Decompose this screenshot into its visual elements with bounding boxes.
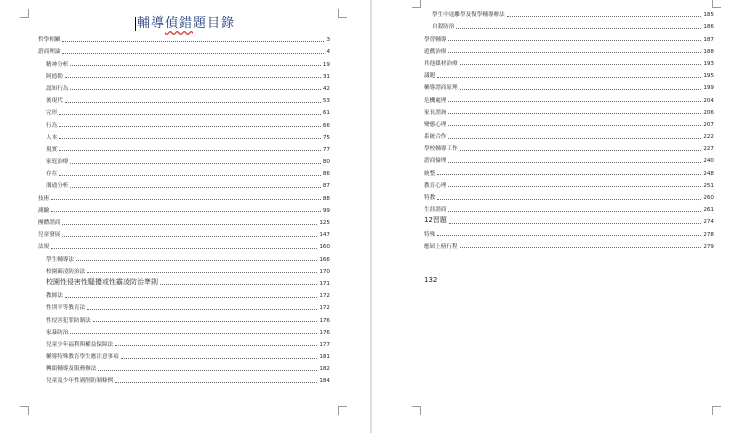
dot-leader <box>59 150 321 151</box>
toc-entry-label: 教育心理 <box>424 182 447 189</box>
toc-entry[interactable] <box>424 67 714 79</box>
toc-entry-label: 特教 <box>424 195 436 201</box>
dot-leader <box>62 53 324 54</box>
dot-leader <box>70 187 320 188</box>
dot-leader <box>62 236 317 237</box>
toc-entry[interactable] <box>38 336 330 348</box>
toc-entry[interactable] <box>424 140 714 152</box>
toc-entry[interactable] <box>38 250 330 262</box>
toc-entry-label: 學生輔導法 <box>46 256 74 263</box>
toc-entry-page: 177 <box>319 341 330 348</box>
dot-leader <box>65 77 321 78</box>
toc-entry-page: 187 <box>703 36 714 43</box>
toc-entry-label: 性別平等教育法 <box>46 305 86 312</box>
toc-entry-label: 精神分析 <box>46 61 69 68</box>
toc-entry-page: 66 <box>322 122 330 129</box>
toc-entry-page: 186 <box>703 24 714 31</box>
dot-leader <box>448 52 701 53</box>
toc-title[interactable] <box>0 12 370 31</box>
toc-entry-label: 存在 <box>46 171 58 178</box>
toc-entry-label: 諮商理論 <box>38 49 61 56</box>
spelling-flagged-word[interactable]: 偵錯 <box>164 16 193 31</box>
toc-entry-page: 42 <box>322 85 330 92</box>
toc-entry-label: 教師法 <box>46 293 63 300</box>
toc-entry-label: 輔導特殊教育學生應注意事項 <box>46 354 119 361</box>
toc-entry[interactable] <box>424 91 714 103</box>
crop-mark <box>412 0 421 8</box>
toc-entry[interactable] <box>424 116 714 128</box>
toc-entry-page: 204 <box>703 97 714 104</box>
toc-entry-page: 88 <box>322 195 330 202</box>
dot-leader <box>51 248 317 249</box>
toc-entry-page: 176 <box>319 329 330 336</box>
toc-entry-label: 技術 <box>38 195 50 202</box>
toc-entry-label: 應屆上榜行程 <box>424 243 458 250</box>
dot-leader <box>460 150 702 151</box>
toc-entry[interactable] <box>424 55 714 67</box>
toc-entry-page: 75 <box>322 134 330 141</box>
dot-leader <box>59 175 321 176</box>
dot-leader <box>460 89 702 90</box>
toc-entry[interactable] <box>424 225 714 237</box>
dot-leader <box>59 114 321 115</box>
toc-entry-page: 248 <box>703 170 714 177</box>
toc-entry[interactable] <box>38 238 330 250</box>
toc-entry-page: 77 <box>322 146 330 153</box>
toc-entry[interactable] <box>38 214 330 226</box>
toc-entry[interactable] <box>424 177 714 189</box>
toc-entry-page: 170 <box>319 268 330 275</box>
toc-entry-label: 行為 <box>46 122 58 129</box>
dot-leader <box>121 358 318 359</box>
dot-leader <box>160 284 317 285</box>
dot-leader <box>456 28 701 29</box>
toc-entry-page: 185 <box>703 12 714 19</box>
toc-entry-page: 19 <box>322 61 330 68</box>
dot-leader <box>70 65 320 66</box>
toc-entry-label: 危機處理 <box>424 97 447 104</box>
toc-entry-label: 生涯諮商 <box>424 207 447 214</box>
toc-entry[interactable] <box>38 360 330 372</box>
toc-entry-label: 現實 <box>46 146 58 153</box>
toc-entry-label: 學習輔導 <box>424 36 447 43</box>
toc-entry[interactable] <box>38 177 330 189</box>
toc-entry-label: 溝通分析 <box>46 183 69 190</box>
toc-entry[interactable] <box>424 189 714 201</box>
toc-entry[interactable] <box>424 43 714 55</box>
toc-entry-page: 261 <box>703 207 714 214</box>
toc-entry[interactable] <box>38 43 330 55</box>
toc-entry[interactable] <box>38 80 330 92</box>
crop-mark <box>412 406 421 415</box>
crop-mark <box>20 406 29 415</box>
toc-entry[interactable] <box>38 116 330 128</box>
toc-list-left <box>38 31 330 384</box>
toc-entry-label: 統整 <box>424 170 436 177</box>
toc-list-right <box>424 6 714 250</box>
toc-entry-page: 99 <box>322 207 330 214</box>
toc-entry[interactable] <box>424 6 714 18</box>
dot-leader <box>70 89 320 90</box>
toc-entry[interactable] <box>38 226 330 238</box>
toc-entry-label: 諮商倫理 <box>424 158 447 165</box>
toc-entry-label: 學生中途離學及復學輔導辦法 <box>432 12 505 19</box>
toc-entry[interactable] <box>424 164 714 176</box>
toc-entry-label: 兒童發展 <box>38 232 61 239</box>
toc-entry-label: 學校輔導工作 <box>424 146 458 153</box>
dot-leader <box>437 174 701 175</box>
toc-entry-page: 31 <box>322 73 330 80</box>
toc-entry-page: 166 <box>319 256 330 263</box>
toc-entry-label: 後現代 <box>46 98 63 105</box>
dot-leader <box>59 138 321 139</box>
toc-entry-page: 181 <box>319 354 330 361</box>
toc-entry[interactable] <box>424 104 714 116</box>
crop-mark <box>712 406 721 415</box>
dot-leader <box>437 77 701 78</box>
toc-entry[interactable] <box>38 189 330 201</box>
dot-leader <box>448 211 701 212</box>
toc-entry-label: 家庭治療 <box>46 159 69 166</box>
dot-leader <box>62 224 317 225</box>
dot-leader <box>87 309 317 310</box>
dot-leader <box>507 16 702 17</box>
dot-leader <box>51 211 321 212</box>
toc-entry-page: 195 <box>703 73 714 80</box>
toc-entry-page: 87 <box>322 183 330 190</box>
toc-entry[interactable] <box>424 238 714 250</box>
dot-leader <box>51 199 321 200</box>
toc-entry-page: 206 <box>703 109 714 116</box>
dot-leader <box>448 186 701 187</box>
dot-leader <box>70 163 320 164</box>
toc-entry-page: 53 <box>322 98 330 105</box>
toc-entry-label: 遊戲治療 <box>424 48 447 55</box>
toc-entry[interactable] <box>38 165 330 177</box>
toc-entry-page: 240 <box>703 158 714 165</box>
toc-entry-label: 議題 <box>424 73 436 80</box>
dot-leader <box>87 272 317 273</box>
toc-entry-page: 207 <box>703 121 714 128</box>
toc-entry-page: 125 <box>319 220 330 226</box>
toc-title-prefix: 輔導 <box>136 16 165 31</box>
toc-entry[interactable] <box>38 263 330 275</box>
toc-entry-page: 86 <box>322 171 330 178</box>
crop-mark <box>338 406 347 415</box>
toc-entry-label: 阿德勒 <box>46 73 63 80</box>
dot-leader <box>448 40 701 41</box>
dot-leader <box>62 41 324 42</box>
toc-entry-page: 172 <box>319 305 330 312</box>
toc-entry[interactable] <box>38 287 330 299</box>
dot-leader <box>449 223 701 224</box>
toc-entry[interactable] <box>38 68 330 80</box>
toc-entry-label: 系統合作 <box>424 134 447 141</box>
toc-entry-label: 兒童及少年性剝削防制條例 <box>46 378 114 385</box>
dot-leader <box>76 260 317 261</box>
toc-entry-label: 團體諮商 <box>38 220 61 226</box>
toc-entry[interactable] <box>424 152 714 164</box>
toc-entry-label: 哲學相關 <box>38 37 61 44</box>
toc-entry-page: 176 <box>319 317 330 324</box>
toc-entry-page: 4 <box>326 49 330 56</box>
toc-entry[interactable] <box>38 372 330 384</box>
toc-entry-page: 188 <box>703 48 714 55</box>
text-cursor <box>135 17 136 31</box>
toc-entry-label: 家暴防治 <box>46 329 69 336</box>
toc-entry-label: 自殺防治 <box>432 24 455 31</box>
toc-entry-page: 278 <box>703 231 714 238</box>
toc-entry-label: 12習題 <box>424 216 447 225</box>
toc-entry-page: 222 <box>703 134 714 141</box>
toc-entry[interactable] <box>38 324 330 336</box>
toc-entry-label: 測驗 <box>38 207 50 214</box>
dot-leader <box>448 162 701 163</box>
dot-leader <box>460 247 702 248</box>
toc-entry-label: 校園霸凌防治法 <box>46 268 86 275</box>
toc-entry-page: 171 <box>319 280 330 287</box>
toc-entry-page: 279 <box>703 243 714 250</box>
dot-leader <box>65 297 318 298</box>
toc-entry[interactable] <box>38 348 330 360</box>
toc-entry-label: 完形 <box>46 110 58 117</box>
dot-leader <box>70 333 317 334</box>
toc-entry[interactable] <box>38 31 330 43</box>
toc-entry-label: 校園性侵害性騷擾或性霸凌防治準則 <box>46 277 158 286</box>
toc-entry-label: 其他媒材治療 <box>424 60 458 67</box>
toc-entry-page: 274 <box>703 219 714 226</box>
toc-entry-page: 184 <box>319 378 330 385</box>
toc-entry-page: 227 <box>703 146 714 153</box>
toc-entry[interactable] <box>38 129 330 141</box>
toc-entry[interactable] <box>38 55 330 67</box>
toc-entry-page: 3 <box>326 37 330 44</box>
dot-leader <box>448 125 701 126</box>
toc-entry-label: 輔導諮商原理 <box>424 85 458 92</box>
toc-entry[interactable] <box>38 141 330 153</box>
dot-leader <box>98 370 317 371</box>
toc-entry[interactable] <box>424 18 714 30</box>
toc-entry-label: 轉銜輔導及服務辦法 <box>46 366 97 373</box>
dot-leader <box>448 138 701 139</box>
dot-leader <box>437 235 701 236</box>
toc-entry-page: 61 <box>322 110 330 117</box>
dot-leader <box>65 102 321 103</box>
toc-entry[interactable] <box>38 275 330 287</box>
toc-entry-label: 家長諮詢 <box>424 109 447 116</box>
toc-entry-page: 80 <box>322 159 330 166</box>
dot-leader <box>115 345 317 346</box>
dot-leader <box>448 113 701 114</box>
toc-entry-label: 兒童少年福利與權益保障法 <box>46 341 114 348</box>
dot-leader <box>115 382 317 383</box>
toc-entry[interactable] <box>38 299 330 311</box>
dot-leader <box>93 321 318 322</box>
toc-entry-page: 182 <box>319 366 330 373</box>
page-number: 132 <box>424 276 438 284</box>
toc-entry-page: 147 <box>319 232 330 239</box>
toc-entry-label: 人本 <box>46 134 58 141</box>
toc-entry-page: 172 <box>319 293 330 300</box>
toc-entry[interactable] <box>38 153 330 165</box>
dot-leader <box>59 126 321 127</box>
dot-leader <box>448 101 701 102</box>
toc-entry[interactable] <box>38 92 330 104</box>
toc-entry[interactable] <box>38 104 330 116</box>
toc-entry-page: 160 <box>319 244 330 251</box>
toc-title-suffix: 題目錄 <box>193 16 236 31</box>
toc-entry-page: 260 <box>703 195 714 201</box>
toc-entry[interactable] <box>424 201 714 213</box>
toc-entry[interactable] <box>424 30 714 42</box>
toc-entry-page: 199 <box>703 85 714 92</box>
toc-entry-label: 法規 <box>38 244 50 251</box>
toc-entry[interactable] <box>38 202 330 214</box>
toc-entry-label: 變態心理 <box>424 121 447 128</box>
toc-entry-page: 193 <box>703 60 714 67</box>
toc-entry-label: 性侵害犯罪防制法 <box>46 317 91 324</box>
toc-entry[interactable] <box>424 128 714 140</box>
toc-entry-label: 特殊 <box>424 231 436 238</box>
toc-entry[interactable] <box>424 213 714 225</box>
dot-leader <box>437 199 701 200</box>
toc-entry-label: 認知行為 <box>46 85 69 92</box>
toc-entry-page: 251 <box>703 182 714 189</box>
toc-entry[interactable] <box>424 79 714 91</box>
dot-leader <box>460 64 702 65</box>
toc-entry[interactable] <box>38 311 330 323</box>
